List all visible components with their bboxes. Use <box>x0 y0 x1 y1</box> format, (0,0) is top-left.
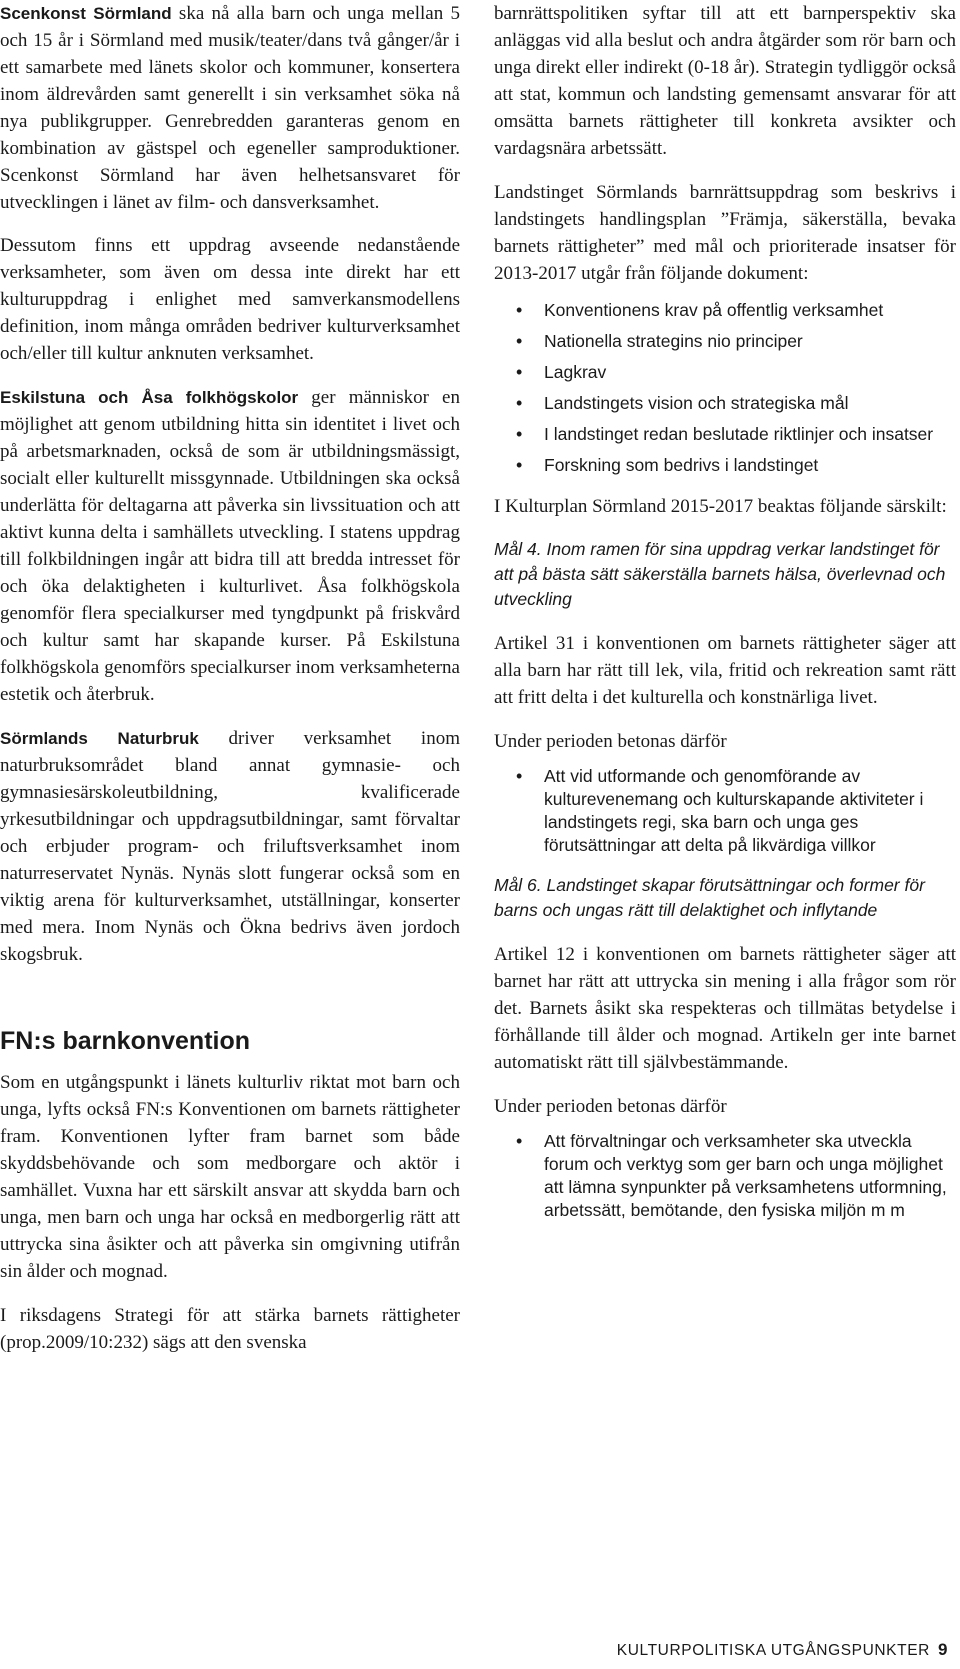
goal-6: Mål 6. Landstinget skapar förutsättningar och former för barns och ungas rätt till delaktighet och inflytande <box>494 875 925 920</box>
list-item: • Forskning som bedrivs i landstinget <box>494 454 956 477</box>
text-naturbruk: driver verksamhet inom naturbruksområdet bland annat gymnasie- och gymnasiesärskoleutbildning, kvalificerade yrkesutbildningar och uppdragsutbildningar, samt förvaltar och erbjuder program- och friluftsverksamhet inom naturreservatet Nynäs. Nynäs slott fungerar också som en viktig arena för kulturverksamhet, utställningar, konserter med mera. Inom Nynäs och Ökna bedrivs även jordoch skogsbruk. <box>0 728 460 965</box>
paragraph-scenkonst <box>0 0 460 216</box>
paragraph-riksdagen: I riksdagens Strategi för att stärka barnets rättigheter (prop.2009/10:232) sägs att den svenska <box>0 1305 460 1353</box>
lead-naturbruk: Sörmlands Naturbruk <box>0 729 199 748</box>
section-heading: FN:s barnkonvention <box>0 1027 251 1055</box>
documents-list <box>494 299 956 477</box>
paragraph-kulturplan: I Kulturplan Sörmland 2015-2017 beaktas följande särskilt: <box>494 496 947 517</box>
paragraph-betonas-1: Under perioden betonas därför <box>494 731 727 752</box>
text-folkhogskolor: ger människor en möjlighet att genom utbildning hitta sin identitet i livet och på arbetsmarknaden, också de som är utbildningsmässigt, socialt eller kulturellt missgynnade. Utbildningen ska också underlätta för deltagarna att påverka sin livssituation och att aktivt kunna delta i samhällets utveckling. I statens uppdrag till folkbildningen ingår att bidra till att bredda intresset för och öka delaktigheten i kulturlivet. Åsa folkhögskola genomför flera specialkurser med tyngdpunkt på friskvård och kultur samt har skapande kurser. På Eskilstuna folkhögskola genomförs specialkurser inom verksamheterna estetik och återbruk. <box>0 387 460 705</box>
footer-label: KULTURPOLITISKA UTGÅNGSPUNKTER <box>616 1642 930 1659</box>
paragraph-folkhogskolor <box>0 384 460 708</box>
paragraph-betonas-2: Under perioden betonas därför <box>494 1096 727 1117</box>
paragraph-artikel-31: Artikel 31 i konventionen om barnets rättigheter säger att alla barn har rätt till lek, vila, fritid och rekreation samt rätt att fritt delta i det kulturella och konstnärliga livet. <box>494 633 956 708</box>
emphasis-list-2 <box>494 1130 956 1222</box>
paragraph-artikel-12: Artikel 12 i konventionen om barnets rättigheter säger att barnet har rätt att uttrycka sin mening i alla frågor som rör det. Barnets åsikt ska respekteras och tillmätas betydelse i förhållande till ålder och mognad. Artikeln ger inte barnet automatiskt rätt till självbestämmande. <box>494 944 956 1073</box>
page-footer <box>617 1640 948 1660</box>
list-item: • Landstingets vision och strategiska mål <box>494 392 956 415</box>
list-item: • Nationella strategins nio principer <box>494 330 956 353</box>
goal-4: Mål 4. Inom ramen för sina uppdrag verkar landstinget för att på bästa sätt säkerställa barnets hälsa, överlevnad och utveckling <box>494 539 946 609</box>
lead-folkhogskolor: Eskilstuna och Åsa folkhögskolor <box>0 388 299 407</box>
page-number: 9 <box>937 1640 948 1659</box>
paragraph-naturbruk <box>0 725 460 968</box>
paragraph-dessutom: Dessutom finns ett uppdrag avseende nedanstående verksamheter, som även om dessa inte direkt har ett kulturuppdrag i enlighet med samverkansmodellens definition, inom många områden bedriver kulturverksamhet och/eller till kultur anknuten verksamhet. <box>0 235 460 364</box>
left-column <box>0 0 460 1373</box>
list-item: • Konventionens krav på offentlig verksamhet <box>494 299 956 322</box>
list-item: • Att förvaltningar och verksamheter ska utveckla forum och verktyg som ger barn och unga möjlighet att lämna synpunkter på verksamhetens utformning, arbetssätt, bemötande, den fysiska miljön m m <box>494 1130 956 1222</box>
list-item: • Lagkrav <box>494 361 956 384</box>
paragraph-landstinget: Landstinget Sörmlands barnrättsuppdrag som beskrivs i landstingets handlingsplan ”Främja, säkerställa, bevaka barnets rättigheter” med mål och prioriterade insatser för 2013-2017 utgår från följande dokument: <box>494 182 956 284</box>
text-scenkonst: ska nå alla barn och unga mellan 5 och 15 år i Sörmland med musik/teater/dans två gånger/år i ett samarbete med länets skolor och kommuner, konsertera inom äldrevården samt generellt i sin verksamhet söka nå nya publikgrupper. Genrebredden garanteras genom en kombination av gästspel och egeneller samproduktioner. Scenkonst Sörmland har även helhetsansvaret för utvecklingen i länet av film- och dansverksamhet. <box>0 3 460 213</box>
list-item: • Att vid utformande och genomförande av kulturevenemang och kulturskapande aktiviteter i landstingets regi, ska barn och unga ges förutsättningar att delta på likvärdiga villkor <box>494 765 956 857</box>
list-item: • I landstinget redan beslutade riktlinjer och insatser <box>494 423 956 446</box>
paragraph-barnkonvention: Som en utgångspunkt i länets kulturliv riktat mot barn och unga, lyfts också FN:s Konventionen om barnets rättigheter fram. Konventionen lyfter fram barnet som både skyddsbehövande och som medborgare och aktör i samhället. Vuxna har ett särskilt ansvar att skydda barn och unga, men barn och unga har också en medborgerlig rätt att uttrycka sina åsikter och att påverka sin omgivning utifrån sin ålder och mognad. <box>0 1072 460 1282</box>
paragraph-barnrattspolitiken: barnrättspolitiken syftar till att ett barnperspektiv ska anläggas vid alla beslut och andra åtgärder som rör barn och unga direkt eller indirekt (0-18 år). Strategin tydliggör också att stat, kommun och landsting gemensamt ansvarar för att omsätta barnets rättigheter till konkreta avsikter och vardagsnära arbetssätt. <box>494 3 956 159</box>
lead-scenkonst: Scenkonst Sörmland <box>0 4 172 23</box>
emphasis-list-1 <box>494 765 956 857</box>
right-column <box>494 0 956 1238</box>
